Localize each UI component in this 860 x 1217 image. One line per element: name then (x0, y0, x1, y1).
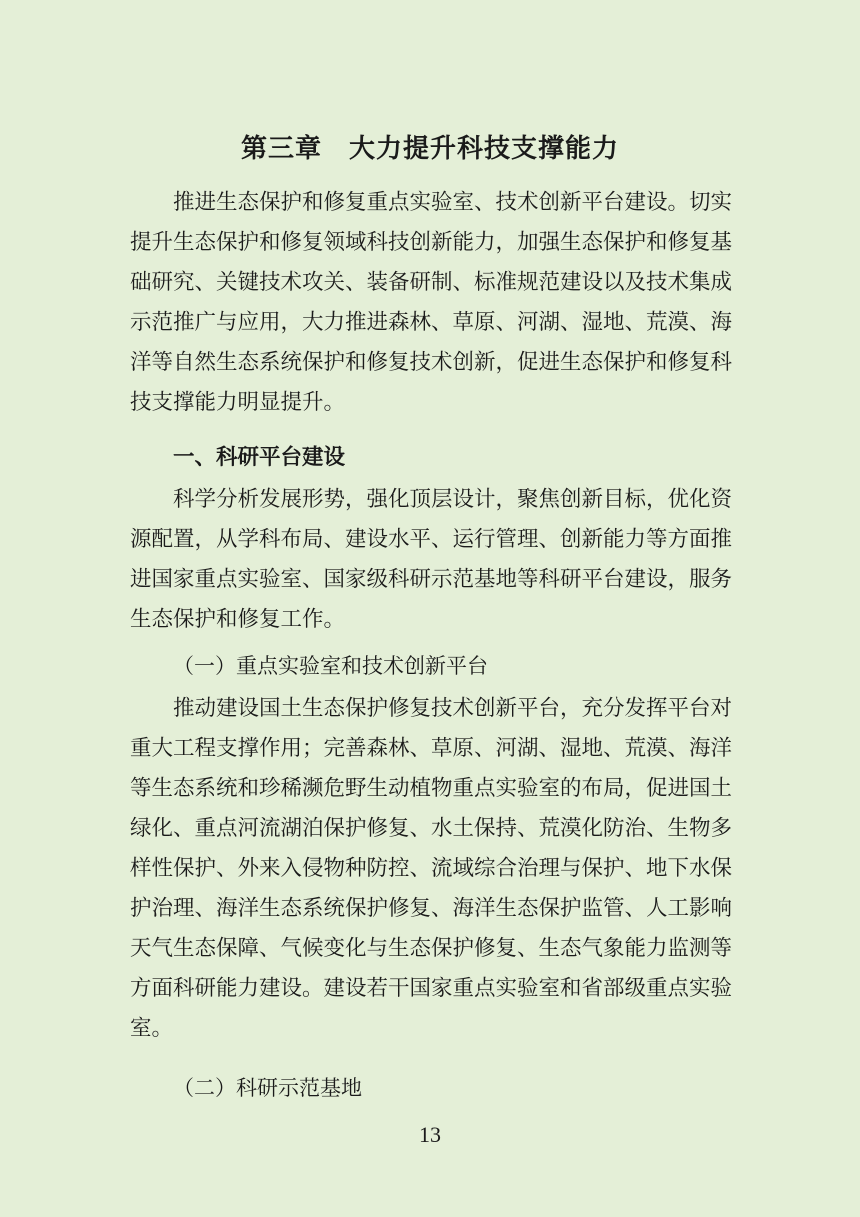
paragraph-line: 天气生态保障、气候变化与生态保护修复、生态气象能力监测等 (130, 936, 733, 961)
paragraph-line: 洋等自然生态系统保护和修复技术创新，促进生态保护和修复科 (130, 350, 733, 375)
paragraph-line: 源配置，从学科布局、建设水平、运行管理、创新能力等方面推 (130, 527, 733, 552)
paragraph-line: 提升生态保护和修复领域科技创新能力，加强生态保护和修复基 (130, 230, 733, 255)
paragraph-line: 示范推广与应用，大力推进森林、草原、河湖、湿地、荒漠、海 (130, 310, 733, 335)
paragraph-line: 样性保护、外来入侵物种防控、流域综合治理与保护、地下水保 (130, 856, 733, 881)
paragraph-line: 等生态系统和珍稀濒危野生动植物重点实验室的布局，促进国土 (130, 776, 733, 801)
paragraph-line: 生态保护和修复工作。 (130, 607, 346, 632)
paragraph-line: 方面科研能力建设。建设若干国家重点实验室和省部级重点实验 (130, 976, 733, 1001)
paragraph-line: 绿化、重点河流湖泊保护修复、水土保持、荒漠化防治、生物多 (130, 816, 733, 841)
page-number: 13 (419, 1122, 441, 1147)
paragraph-line: 重大工程支撑作用；完善森林、草原、河湖、湿地、荒漠、海洋 (130, 736, 733, 761)
section-heading: 一、科研平台建设 (173, 445, 346, 470)
subsection-heading: （二）科研示范基地 (173, 1076, 362, 1100)
subsection-paragraph (130, 689, 733, 1049)
paragraph-line: 护治理、海洋生态系统保护修复、海洋生态保护监管、人工影响 (130, 896, 733, 921)
chapter-title: 第三章 大力提升科技支撑能力 (240, 134, 619, 164)
paragraph-line: 推动建设国土生态保护修复技术创新平台，充分发挥平台对 (130, 696, 733, 721)
section-paragraph (130, 480, 733, 640)
paragraph-line: 室。 (130, 1016, 174, 1041)
subsection-heading: （一）重点实验室和技术创新平台 (173, 654, 488, 678)
paragraph-line: 技支撑能力明显提升。 (130, 390, 346, 415)
paragraph-line: 科学分析发展形势，强化顶层设计，聚焦创新目标，优化资 (130, 487, 733, 512)
paragraph-line: 础研究、关键技术攻关、装备研制、标准规范建设以及技术集成 (130, 270, 733, 295)
paragraph-line: 推进生态保护和修复重点实验室、技术创新平台建设。切实 (130, 190, 733, 215)
paragraph-line: 进国家重点实验室、国家级科研示范基地等科研平台建设，服务 (130, 567, 733, 592)
intro-paragraph (130, 183, 733, 423)
